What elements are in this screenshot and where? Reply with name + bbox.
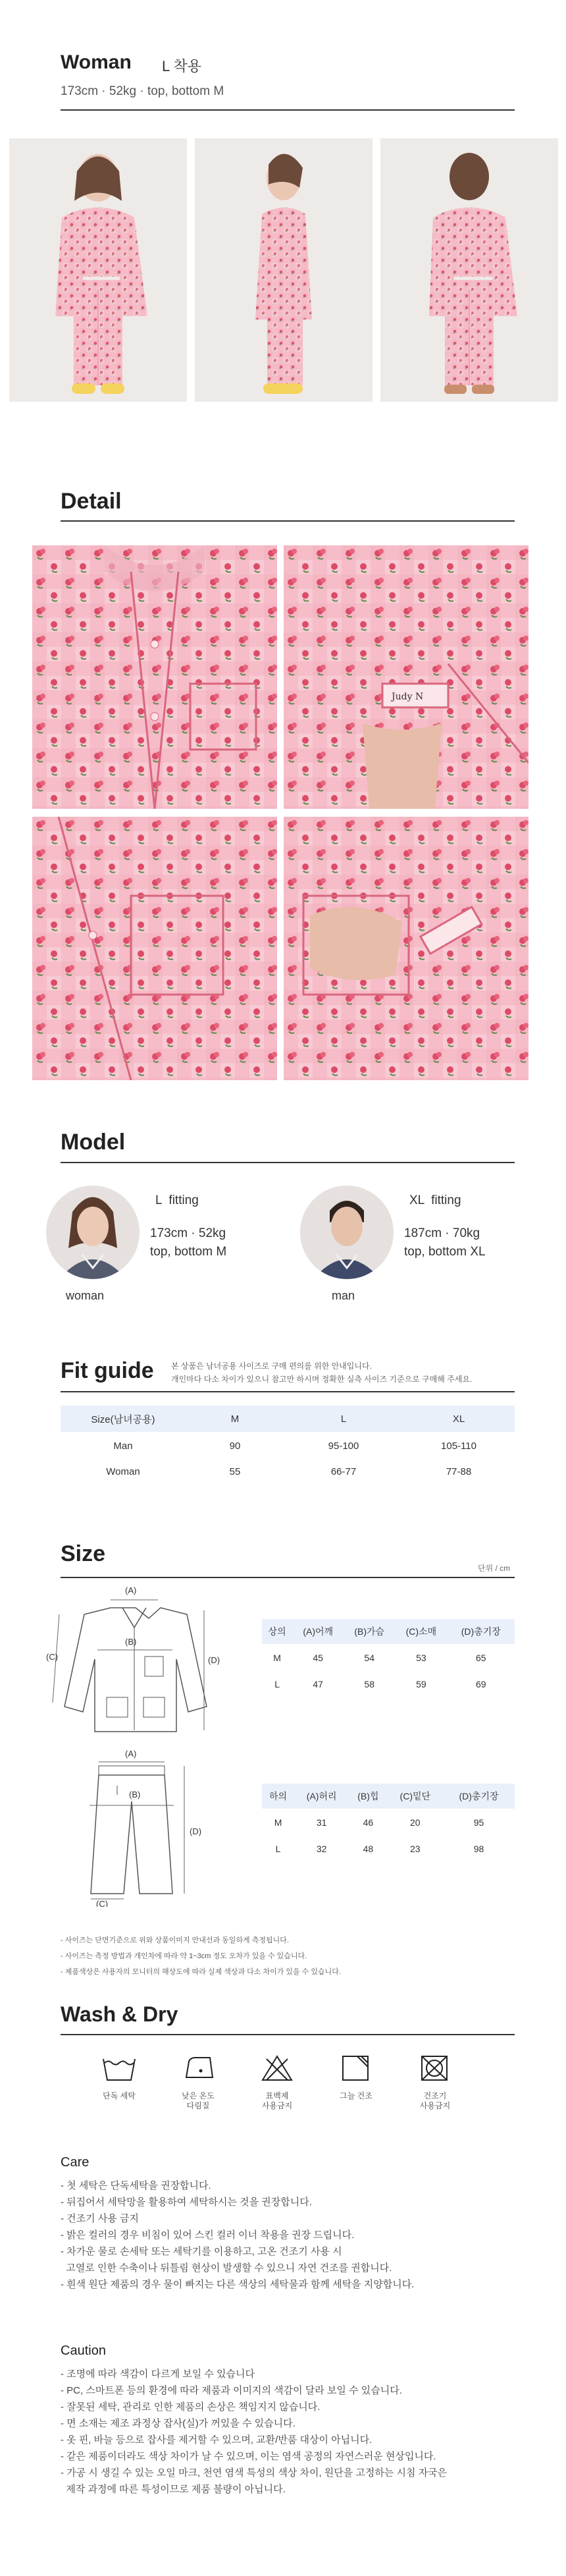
care-title: Care bbox=[61, 2155, 90, 2170]
table-cell: M bbox=[273, 1653, 281, 1663]
caution-line: - 면 소재는 제조 과정상 잡사(실)가 꺼있을 수 있습니다. bbox=[61, 2418, 296, 2429]
bottom-size-header-row bbox=[262, 1784, 515, 1809]
woman-fitting: L fitting bbox=[155, 1193, 199, 1207]
bottom-size-header-cell: 하의 bbox=[269, 1791, 288, 1801]
table-cell: M bbox=[274, 1817, 282, 1828]
woman-body-spec: 173cm · 52kg bbox=[150, 1226, 226, 1240]
diagram-label-b: (B) bbox=[125, 1637, 137, 1647]
detail-photo-cuff bbox=[284, 545, 528, 809]
caution-line: - 같은 제품이더라도 색상 차이가 날 수 있으며, 이는 염색 공정의 자연스러운 현상입니다. bbox=[61, 2451, 436, 2462]
model-photo-side bbox=[195, 138, 373, 402]
wash-icon-label: 낮은 온도 bbox=[182, 2091, 215, 2100]
detail-photo-collar bbox=[32, 545, 277, 809]
top-size-header-cell: (C)소매 bbox=[405, 1626, 437, 1637]
iron-icon bbox=[180, 2054, 217, 2083]
diagram-label-c: (C) bbox=[96, 1899, 109, 1907]
care-line: - 밝은 컬러의 경우 비침이 있어 스킨 컬러 이너 착용을 권장 드립니다. bbox=[61, 2230, 355, 2241]
table-cell: 98 bbox=[473, 1844, 484, 1854]
man-fitting: XL fitting bbox=[409, 1193, 461, 1207]
bottom-size-header-cell: (D)총기장 bbox=[459, 1791, 499, 1801]
care-line: 고열로 인한 수축이나 뒤틀림 현상이 발생할 수 있으니 자연 건조를 권합니다. bbox=[61, 2262, 392, 2274]
caution-line: 제작 과정에 따른 특성이므로 제품 불량이 아닙니다. bbox=[61, 2484, 286, 2495]
table-cell: 20 bbox=[410, 1817, 421, 1828]
header-size-tag: L 착용 bbox=[162, 58, 202, 74]
wash-icon-item bbox=[320, 2054, 392, 2101]
caution-title: Caution bbox=[61, 2343, 106, 2358]
wash-dry-rule bbox=[61, 2034, 515, 2035]
table-cell: 95 bbox=[473, 1817, 484, 1828]
fit-guide-title: Fit guide bbox=[61, 1358, 154, 1383]
size-title: Size bbox=[61, 1541, 106, 1566]
table-cell: 31 bbox=[316, 1817, 327, 1828]
table-cell: 55 bbox=[229, 1466, 241, 1477]
woman-size-spec: top, bottom M bbox=[150, 1245, 227, 1259]
table-row bbox=[262, 1644, 515, 1672]
table-cell: 54 bbox=[364, 1653, 374, 1663]
table-cell: 48 bbox=[363, 1844, 374, 1854]
wash-icon-label: 단독 세탁 bbox=[103, 2091, 136, 2100]
care-line: - 뒤집어서 세탁망을 활용하여 세탁하시는 것을 권장합니다. bbox=[61, 2197, 312, 2208]
wash-icon-label-2: 사용금지 bbox=[419, 2101, 451, 2110]
size-note: - 제품색상은 사용자의 모니터의 해상도에 따라 실제 색상과 다소 차이가 있을 수 있습니다. bbox=[61, 1968, 341, 1976]
table-cell: 77-88 bbox=[446, 1466, 472, 1477]
detail-photo-pocket-hand bbox=[284, 817, 528, 1080]
model-rule bbox=[61, 1162, 515, 1163]
table-row bbox=[262, 1672, 515, 1697]
top-size-header-cell: (B)가슴 bbox=[354, 1626, 385, 1637]
diagram-label-b: (B) bbox=[129, 1790, 141, 1799]
hand-wash-icon bbox=[101, 2054, 138, 2083]
caution-line: - 옷 핀, 바늘 등으로 잡사를 제거할 수 있으며, 교환/반품 대상이 아닙니다. bbox=[61, 2434, 373, 2446]
avatar-woman bbox=[46, 1186, 140, 1279]
top-size-header-cell: 상의 bbox=[268, 1626, 286, 1637]
table-cell: 47 bbox=[313, 1679, 323, 1689]
header-rule bbox=[61, 109, 515, 111]
diagram-label-d: (D) bbox=[190, 1826, 202, 1836]
wash-icon-item bbox=[241, 2054, 313, 2111]
detail-photo-pocket bbox=[32, 817, 277, 1080]
model-title: Model bbox=[61, 1130, 126, 1155]
header-title: Woman bbox=[61, 51, 132, 73]
size-rule bbox=[61, 1577, 515, 1578]
top-size-header-cell: (D)총기장 bbox=[461, 1626, 501, 1637]
diagram-label-d: (D) bbox=[208, 1655, 220, 1665]
avatar-man bbox=[300, 1186, 394, 1279]
detail-rule bbox=[61, 520, 515, 522]
no-tumble-dry-icon bbox=[417, 2054, 453, 2083]
table-cell: 95-100 bbox=[328, 1440, 359, 1452]
size-note: - 사이즈는 단면기준으로 위와 상품이미지 안내선과 동일하게 측정됩니다. bbox=[61, 1936, 289, 1944]
detail-title: Detail bbox=[61, 489, 122, 514]
man-caption: man bbox=[332, 1289, 355, 1302]
size-unit: 단위 / cm bbox=[478, 1564, 511, 1573]
no-bleach-icon bbox=[259, 2054, 296, 2083]
caution-line: - 가공 시 생길 수 있는 오일 마크, 천연 염색 특성의 색상 차이, 원단을 고정하는 시침 자국은 bbox=[61, 2467, 448, 2479]
fit-guide-rule bbox=[61, 1391, 515, 1392]
table-cell: 45 bbox=[313, 1653, 323, 1663]
bottom-size-header-cell: (A)허리 bbox=[306, 1791, 337, 1801]
man-body-spec: 187cm · 70kg bbox=[404, 1226, 480, 1240]
care-line: - 차가운 물로 손세탁 또는 세탁기를 이용하고, 고온 건조기 사용 시 bbox=[61, 2246, 342, 2257]
care-line: - 흰색 원단 제품의 경우 물이 빠지는 다른 색상의 세탁물과 함께 세탁을 지양합니다. bbox=[61, 2279, 415, 2290]
wash-icon-label: 그늘 건조 bbox=[340, 2091, 373, 2100]
diagram-label-a: (A) bbox=[125, 1749, 137, 1759]
table-cell: L bbox=[274, 1679, 280, 1689]
fit-guide-header-cell: XL bbox=[452, 1413, 465, 1425]
caution-line: - 잘못된 세탁, 관리로 인한 제품의 손상은 책임지지 않습니다. bbox=[61, 2401, 321, 2413]
fit-guide-table bbox=[61, 1406, 515, 1483]
fit-guide-note-2: 개인마다 다소 차이가 있으니 참고만 하시며 정확한 실측 사이즈 기준으로 구매해 주세요. bbox=[171, 1375, 473, 1384]
top-size-header-cell: (A)어깨 bbox=[303, 1626, 334, 1637]
table-row bbox=[61, 1432, 515, 1460]
caution-list bbox=[61, 2366, 521, 2498]
wash-icon-item bbox=[399, 2054, 471, 2111]
model-photo-back bbox=[380, 138, 558, 402]
table-cell: 69 bbox=[475, 1679, 486, 1689]
top-size-table bbox=[262, 1619, 515, 1697]
table-cell: 59 bbox=[416, 1679, 426, 1689]
fit-guide-header-row bbox=[61, 1406, 515, 1432]
bottom-size-table bbox=[262, 1784, 515, 1861]
fit-guide-header-cell: Size(남녀공용) bbox=[91, 1413, 155, 1425]
wash-icon-item bbox=[162, 2054, 234, 2111]
table-cell: 46 bbox=[363, 1817, 374, 1828]
bottom-garment-diagram bbox=[46, 1749, 244, 1907]
table-cell: 32 bbox=[316, 1844, 327, 1854]
wash-icon-label: 표백제 bbox=[265, 2091, 289, 2100]
care-line: - 첫 세탁은 단독세탁을 권장합니다. bbox=[61, 2180, 211, 2191]
table-cell: L bbox=[275, 1844, 281, 1854]
woman-caption: woman bbox=[66, 1289, 105, 1302]
size-note: - 사이즈는 측정 방법과 개인차에 따라 약 1~3cm 정도 오차가 있을 수 있습니다. bbox=[61, 1952, 307, 1960]
wash-icon-label-2: 사용금지 bbox=[261, 2101, 293, 2110]
header-spec: 173cm · 52kg · top, bottom M bbox=[61, 84, 224, 98]
shade-dry-icon bbox=[338, 2054, 374, 2083]
table-row bbox=[262, 1836, 515, 1861]
table-cell: Woman bbox=[106, 1466, 140, 1477]
table-cell: 66-77 bbox=[330, 1466, 357, 1477]
fit-guide-header-cell: M bbox=[230, 1413, 240, 1425]
fit-guide-header-cell: L bbox=[340, 1413, 347, 1425]
cuff-label-text: Judy N bbox=[392, 692, 424, 702]
bottom-size-header-cell: (B)힙 bbox=[357, 1791, 379, 1801]
caution-line: - PC, 스마트폰 등의 환경에 따라 제품과 이미지의 색감이 달라 보일 수 있습니다. bbox=[61, 2385, 402, 2396]
table-cell: 65 bbox=[475, 1653, 486, 1663]
table-cell: 23 bbox=[410, 1844, 421, 1854]
top-garment-diagram bbox=[46, 1584, 244, 1742]
table-cell: Man bbox=[113, 1440, 133, 1452]
care-line: - 건조기 사용 금지 bbox=[61, 2213, 139, 2224]
table-cell: 105-110 bbox=[441, 1440, 476, 1452]
table-cell: 53 bbox=[416, 1653, 426, 1663]
table-row bbox=[262, 1809, 515, 1836]
model-photo-front bbox=[9, 138, 187, 402]
diagram-label-a: (A) bbox=[125, 1585, 137, 1595]
table-row bbox=[61, 1460, 515, 1483]
care-list bbox=[61, 2178, 521, 2293]
top-size-header-row bbox=[262, 1619, 515, 1644]
diagram-label-c: (C) bbox=[46, 1652, 59, 1662]
table-cell: 58 bbox=[364, 1679, 374, 1689]
wash-icon-item bbox=[83, 2054, 155, 2101]
wash-dry-title: Wash & Dry bbox=[61, 2002, 178, 2026]
caution-line: - 조명에 따라 색감이 다르게 보일 수 있습니다 bbox=[61, 2369, 255, 2380]
man-size-spec: top, bottom XL bbox=[404, 1245, 486, 1259]
wash-icon-label-2: 다림질 bbox=[186, 2101, 210, 2110]
table-cell: 90 bbox=[229, 1440, 241, 1452]
fit-guide-note-1: 본 상품은 남녀공용 사이즈로 구매 편의를 위한 안내입니다. bbox=[171, 1361, 372, 1371]
bottom-size-header-cell: (C)밑단 bbox=[399, 1791, 431, 1801]
wash-icon-label: 건조기 bbox=[423, 2091, 447, 2100]
